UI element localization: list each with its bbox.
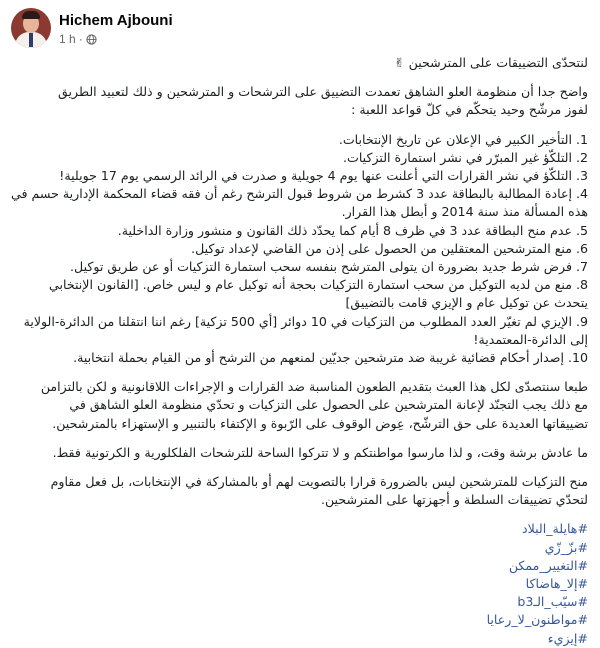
post-header — [0, 0, 600, 48]
list-item: إلى الدائرة-المعتمدية! — [473, 331, 588, 347]
list-item: 5. عدم منح البطاقة عدد 3 في ظرف 8 أيام كما يحدّد ذلك القانون و منشور وزارة الداخلية. — [117, 222, 588, 238]
text-line: لتحدّي تضييقات السلطة و أجهزتها على المترشحين. — [320, 492, 588, 508]
list-item: 4. إعادة المطالبة بالبطاقة عدد 3 كشرط من شروط قبول الترشح رغم أن فقه قضاء المحكمة الإدارية حسم في — [10, 186, 588, 202]
text-line: مع ذلك يجب التجنّد لإعانة المترشحين على الحصول على التزكيات و تحدّي منظومة العلو الشاهق في — [69, 397, 588, 413]
paragraph-time — [0, 444, 588, 462]
post-content — [0, 54, 588, 648]
paragraph-appeal — [0, 378, 588, 433]
text-line: ما عادش برشة وقت، و لذا مارسوا مواطنتكم و لا تتركوا الساحة للترشحات الفلكلورية و الكرتونية فقط. — [52, 444, 588, 460]
hashtag-link[interactable]: #هايلة_البلاد — [521, 521, 588, 537]
list-item: 3. التلكّؤ في نشر القرارات التي أعلنت عنها يوم 4 جويلية و صدرت في الرائد الرسمي يوم 17 جويلية! — [59, 168, 588, 184]
text-line: طبعا سنتصدّى لكل هذا العبث بتقديم الطعون المناسبة ضد القرارات و الإجراءات اللاقانونية و لكن بالتزامن — [40, 379, 588, 395]
list-item: 8. منع من لديه التوكيل من سحب استمارة التزكيات بحجة أنه توكيل عام و ليس خاص. [القانون الإنتخابي — [48, 277, 588, 293]
hashtag-link[interactable]: #إلا_هاضاكا — [525, 576, 588, 592]
paragraph-context — [0, 83, 588, 119]
text-line: لفوز مرشّح وحيد يتحكّم في كلّ قواعد اللعبة : — [351, 102, 588, 118]
paragraph-endorsement — [0, 473, 588, 509]
list-item: 10. إصدار أحكام قضائية غريبة ضد مترشحين جديّين لمنعهم من الترشح أو من القيام بحملة انتخابية. — [73, 350, 588, 366]
globe-icon — [86, 34, 97, 45]
post-intro — [0, 54, 588, 72]
avatar-tie — [29, 33, 33, 47]
hashtag-link[interactable]: #إيزيء — [547, 630, 588, 646]
list-item: 7. فرض شرط جديد بضرورة ان يتولى المترشح بنفسه سحب استمارة التزكيات أو عن طريق توكيل. — [70, 259, 588, 275]
avatar-hair — [22, 11, 40, 19]
post-meta — [59, 32, 97, 46]
text-line: منح التزكيات للمترشحين ليس بالضرورة قرارا بالتصويت لهم أو بالمشاركة في الإنتخابات، بل فعل مقاوم — [50, 474, 588, 490]
meta-separator: · — [78, 32, 83, 46]
list-item: هذه المسألة منذ سنة 2014 و أبطل هذا القرار. — [341, 204, 588, 220]
list-item: 6. منع المترشحين المعتقلين من الحصول على إذن من القاضي لإعداد توكيل. — [191, 240, 588, 256]
list-item: 2. التلكّؤ غير المبرّر في نشر استمارة التزكيات. — [342, 149, 588, 165]
list-item: يتحدث عن توكيل عام و الإيزي قامت بالتضييق] — [345, 295, 588, 311]
hashtag-link[interactable]: #التغيير_ممكن — [508, 557, 588, 573]
list-item: 1. التأخير الكبير في الإعلان عن تاريخ الإنتخابات. — [338, 131, 588, 147]
hashtag-link[interactable]: #مواطنون_لا_رعايا — [486, 612, 588, 628]
numbered-list — [0, 131, 588, 368]
intro-line: لنتحدّى التضييقات على المترشحين ✌ — [394, 55, 588, 70]
hashtag-link[interactable]: #بزّ_زّي — [544, 539, 588, 555]
hashtag-list — [0, 520, 588, 647]
hashtag-link[interactable]: #سيّب_الـb3 — [517, 594, 588, 610]
post-time[interactable]: 1 h — [59, 32, 76, 46]
text-line: واضح جدا أن منظومة العلو الشاهق تعمدت التضييق على الترشحات و المترشحين و ذلك لتعبيد الطريق — [58, 84, 588, 100]
author-avatar[interactable] — [11, 8, 51, 48]
list-item: 9. الإيزي لم تغيّر العدد المطلوب من التزكيات في 10 دوائر [أي 500 تزكية] رغم اننا انتقلنا من الدائرة-الولاية — [23, 313, 588, 329]
author-name[interactable]: Hichem Ajbouni — [59, 12, 173, 29]
text-line: تضييقاتها العديدة على حق الترشّح، عِوض الوقوف على الرّبوة و الإكتفاء بالتنبير و الإستهزاء بالمترشحين. — [52, 415, 588, 431]
